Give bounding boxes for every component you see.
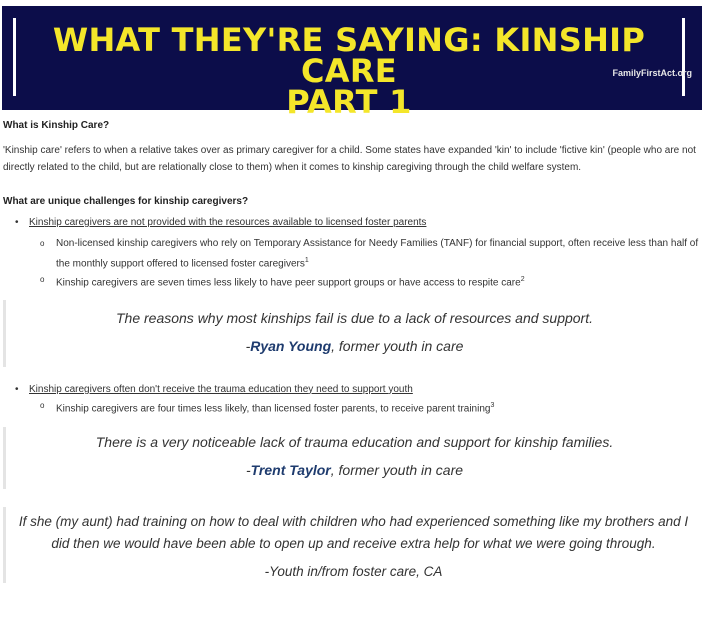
quote-ryan-young	[3, 300, 703, 367]
footnote-1[interactable]: 1	[304, 257, 309, 264]
sub-item-parent-training	[3, 398, 703, 417]
banner-frame	[13, 18, 685, 121]
quote-3-attribution: -Youth in/from foster care, CA	[264, 563, 443, 579]
challenges-list-1	[3, 215, 703, 231]
sub-item-peer-support-text: Kinship caregivers are seven times less likely to have peer support groups or have access to respite care	[56, 277, 521, 289]
quote-2-attribution	[6, 459, 703, 481]
quote-1-dash: -	[245, 337, 251, 354]
trauma-sublist	[3, 398, 703, 417]
title-banner	[2, 6, 702, 121]
main-content	[3, 120, 703, 583]
definition-paragraph: 'Kinship care' refers to when a relative takes over as primary caregiver for a child. Some states have expanded 'kin' to include 'fictive kin' (people who are not directly related to the child, but are relationally close to them) when it comes to kinship caregiving through the child welfare system.	[3, 145, 696, 173]
quote-1-name: Ryan Young	[250, 337, 332, 354]
challenge-item-trauma	[3, 382, 703, 398]
banner-title	[16, 21, 682, 121]
quote-2-role: , former youth in care	[330, 461, 464, 478]
banner-title-line-2: PART 1	[286, 83, 412, 121]
quote-1-attribution	[6, 335, 703, 357]
quote-1-role: , former youth in care	[331, 337, 464, 354]
heading-what-is-kinship-care: What is Kinship Care?	[3, 120, 110, 131]
challenge-trauma-link[interactable]: Kinship caregivers often don't receive the trauma education they need to support youth	[29, 383, 413, 395]
footnote-3[interactable]: 3	[490, 401, 495, 409]
quote-2-dash: -	[245, 461, 251, 478]
heading-unique-challenges: What are unique challenges for kinship caregivers?	[3, 196, 249, 207]
quote-trent-taylor	[3, 427, 703, 489]
quote-2-name: Trent Taylor	[250, 461, 331, 478]
quote-1-text: The reasons why most kinships fail is due to a lack of resources and support.	[115, 309, 593, 326]
footnote-2[interactable]: 2	[520, 276, 525, 284]
quote-3-text: If she (my aunt) had training on how to deal with children who had experienced something like my brothers and I did then we would have been able to open up and receive extra help for what we were going through.	[18, 513, 689, 551]
resources-sublist	[3, 235, 703, 292]
sub-item-tanf-text: Non-licensed kinship caregivers who rely on Temporary Assistance for Needy Families (TANF) for financial support, often receive less than half of the monthly support offered to licensed foster caregivers	[56, 238, 699, 270]
site-url: FamilyFirstAct.org	[612, 68, 692, 78]
sub-item-peer-support	[3, 272, 703, 291]
challenge-resources-link[interactable]: Kinship caregivers are not provided with the resources available to licensed foster parents	[29, 217, 427, 228]
quote-youth-ca	[3, 507, 703, 583]
sub-item-parent-training-text: Kinship caregivers are four times less likely, than licensed foster parents, to receive parent training	[56, 402, 491, 414]
challenges-list-2	[3, 382, 703, 398]
challenge-item-resources	[3, 215, 703, 231]
sub-item-tanf	[3, 235, 703, 272]
quote-2-text: There is a very noticeable lack of trauma education and support for kinship families.	[95, 433, 614, 450]
banner-title-line-1: WHAT THEY'RE SAYING: KINSHIP CARE	[52, 21, 646, 90]
